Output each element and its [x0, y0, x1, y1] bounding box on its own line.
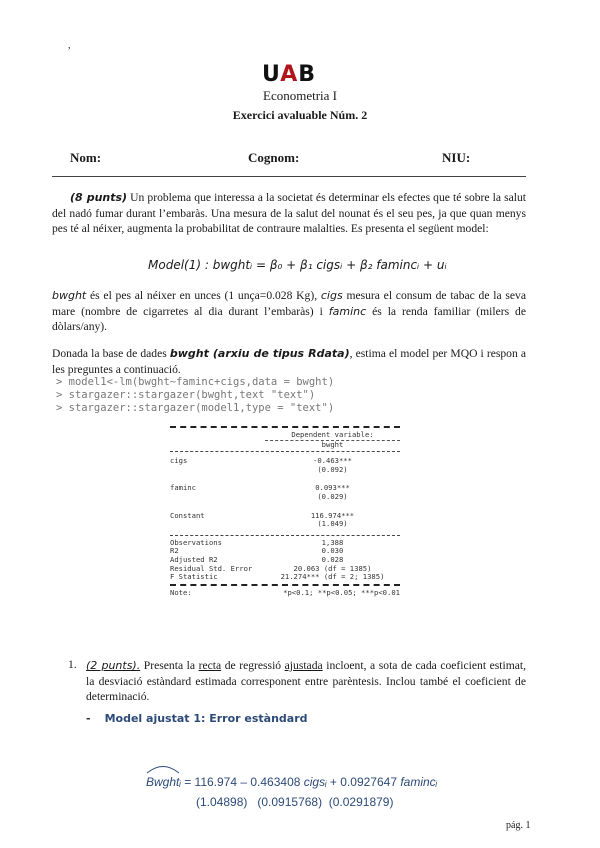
coef-se: (0.029): [317, 491, 348, 501]
coef-se: (0.092): [317, 464, 348, 474]
coef-name: Constant: [170, 510, 205, 520]
r-code-line: > stargazer::stargazer(model1,type = "text"): [56, 402, 335, 414]
dataset-name: bwght (arxiu de tipus Rdata): [169, 347, 350, 360]
standard-errors: (1.04898) (0.0915768) (0.0291879): [196, 795, 394, 809]
course-title: Econometria I: [263, 88, 337, 103]
stat-val: 0.028: [321, 554, 344, 564]
r-code-line: > model1<-lm(bwght~faminc+cigs,data = bwght): [56, 376, 335, 388]
stat-name: Residual Std. Error: [170, 563, 253, 573]
note-label: Note:: [170, 587, 192, 597]
stat-name: Observations: [170, 537, 222, 547]
stargazer-table: [170, 424, 400, 597]
cognom-label: Cognom:: [248, 150, 300, 165]
stat-name: Adjusted R2: [170, 554, 218, 564]
coef-name: faminc: [170, 483, 196, 493]
coef-est: -0.463***: [313, 456, 352, 466]
hat-symbol: [146, 762, 180, 774]
stat-val: 1,388: [321, 537, 344, 547]
stat-val: 21.274*** (df = 2; 1385): [280, 572, 385, 582]
stat-val: 0.030: [321, 546, 344, 556]
coef-se: (1.049): [317, 519, 348, 529]
top-mark: ,: [68, 40, 71, 51]
variables-paragraph: bwght és el pes al néixer en unces (1 unça=0.028 Kg), cigs mesura el consum de tabac de la seva mare (nombre de cigarretes al dia durant l’embaràs) i faminc és la renda familiar (milers de dòlars/any).: [52, 289, 526, 333]
answer-heading: - Model ajustat 1: Error estàndard: [86, 712, 308, 725]
question-text: (2 punts). Presenta la recta de regressió ajustada incloent, a sota de cada coeficient estimat, la desviació estàndard estimada corresponent entre parèntesis. Inclou també el coeficient de determinació.: [86, 659, 526, 703]
page-number: pág. 1: [506, 820, 531, 831]
question-points: (2 punts).: [86, 659, 141, 672]
coef-name: cigs: [170, 456, 188, 466]
stat-name: R2: [170, 546, 179, 556]
coef-est: 0.093***: [315, 483, 350, 493]
nom-label: Nom:: [70, 150, 102, 165]
exercise-title: Exercici avaluable Núm. 2: [232, 108, 368, 122]
dep-var-header: Dependent variable:: [291, 430, 374, 439]
model-equation: Model(1) : bwghtᵢ = β₀ + β₁ cigsᵢ + β₂ famincᵢ + uᵢ: [148, 258, 447, 272]
niu-label: NIU:: [442, 150, 471, 165]
fitted-equation: Bwghtᵢ = 116.974 – 0.463408 cigsᵢ + 0.0927647 famincᵢ: [146, 775, 438, 789]
note-text: *p<0.1; **p<0.05; ***p<0.01: [283, 587, 400, 597]
data-paragraph: Donada la base de dades bwght (arxiu de tipus Rdata), estima el model per MQO i respon a les preguntes a continuació.: [52, 347, 526, 376]
r-code-line: > stargazer::stargazer(bwght,text "text"): [56, 389, 316, 401]
stat-val: 20.063 (df = 1385): [293, 563, 372, 573]
uab-logo: UAB: [262, 62, 316, 87]
coef-est: 116.974***: [310, 510, 355, 520]
intro-points: (8 punts): [70, 191, 128, 204]
question-number: 1.: [68, 658, 77, 671]
dep-var-name: bwght: [265, 440, 400, 450]
intro-paragraph: (8 punts) Un problema que interessa a la societat és determinar els efectes que té sobre la salut del nadó fumar durant l’embaràs. Una mesura de la salut del nounat és el seu pes, ja que quan menys pes té al néixer, augmenta la probabilitat de contraure malalties. Es presenta el següent model:: [52, 191, 526, 235]
header-divider: [52, 176, 526, 177]
stat-name: F Statistic: [170, 572, 218, 582]
